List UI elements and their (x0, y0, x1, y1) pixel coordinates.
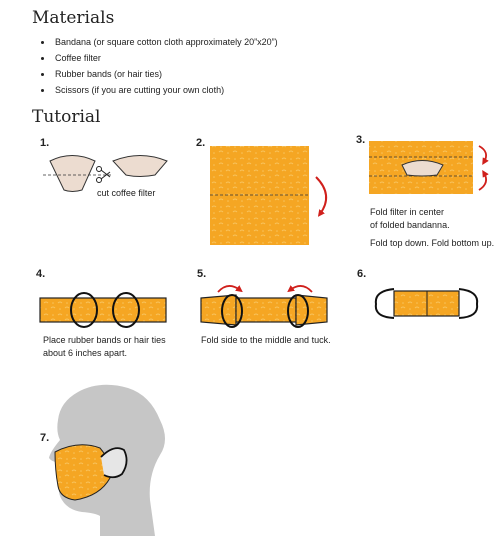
ear-loop-left (376, 289, 394, 318)
materials-heading: Materials (32, 8, 115, 28)
bandana-square (210, 146, 309, 245)
step-5-number: 5. (197, 268, 207, 280)
caption-line: cut coffee filter (97, 188, 156, 198)
step-4-caption (43, 334, 166, 360)
strip-left-end (201, 295, 236, 325)
step-5-illustration (201, 286, 327, 327)
step-4-illustration (40, 293, 166, 327)
step-3-caption (370, 206, 494, 250)
strip-middle (236, 298, 296, 322)
caption-line: Fold top down. Fold bottom up. (370, 238, 495, 248)
list-item: • Coffee filter (53, 50, 278, 66)
caption-line: Fold side to the middle and tuck. (201, 335, 331, 345)
strip-right-end (296, 295, 327, 325)
folded-strip (40, 298, 166, 322)
coffee-filter-right-piece (113, 156, 167, 177)
fold-left-arrow-icon (290, 286, 312, 292)
list-item: • Bandana (or square cotton cloth approximately 20”x20”) (53, 34, 278, 50)
step-6-number: 6. (357, 268, 367, 280)
step-1-caption (97, 187, 155, 200)
list-item: • Rubber bands (or hair ties) (53, 66, 278, 82)
step-2-number: 2. (196, 137, 206, 149)
caption-line: Fold filter in center (370, 207, 445, 217)
ear-loop-on-ear (101, 448, 127, 477)
fold-up-arrow-icon (479, 173, 486, 190)
coffee-filter-piece (402, 161, 443, 177)
step-6-illustration (376, 289, 477, 318)
step-2-illustration (210, 146, 326, 245)
step-4-number: 4. (36, 268, 46, 280)
step-3-illustration (369, 141, 486, 194)
caption-line: Place rubber bands or hair ties (43, 335, 166, 345)
caption-line: of folded bandanna. (370, 220, 450, 230)
tutorial-heading: Tutorial (32, 107, 101, 127)
step-5-caption (201, 334, 331, 347)
fold-arrow-icon (316, 177, 326, 214)
step-7-illustration (49, 385, 165, 536)
step-7-number: 7. (40, 432, 50, 444)
fold-right-arrow-icon (218, 286, 240, 292)
scissors-icon (97, 167, 111, 183)
step-1-number: 1. (40, 137, 50, 149)
fold-down-arrow-icon (479, 146, 486, 162)
ear-loop-right (459, 289, 477, 318)
caption-line: about 6 inches apart. (43, 348, 128, 358)
list-item: • Scissors (if you are cutting your own cloth) (53, 82, 278, 98)
step-3-number: 3. (356, 134, 366, 146)
coffee-filter-left-piece (50, 156, 95, 192)
